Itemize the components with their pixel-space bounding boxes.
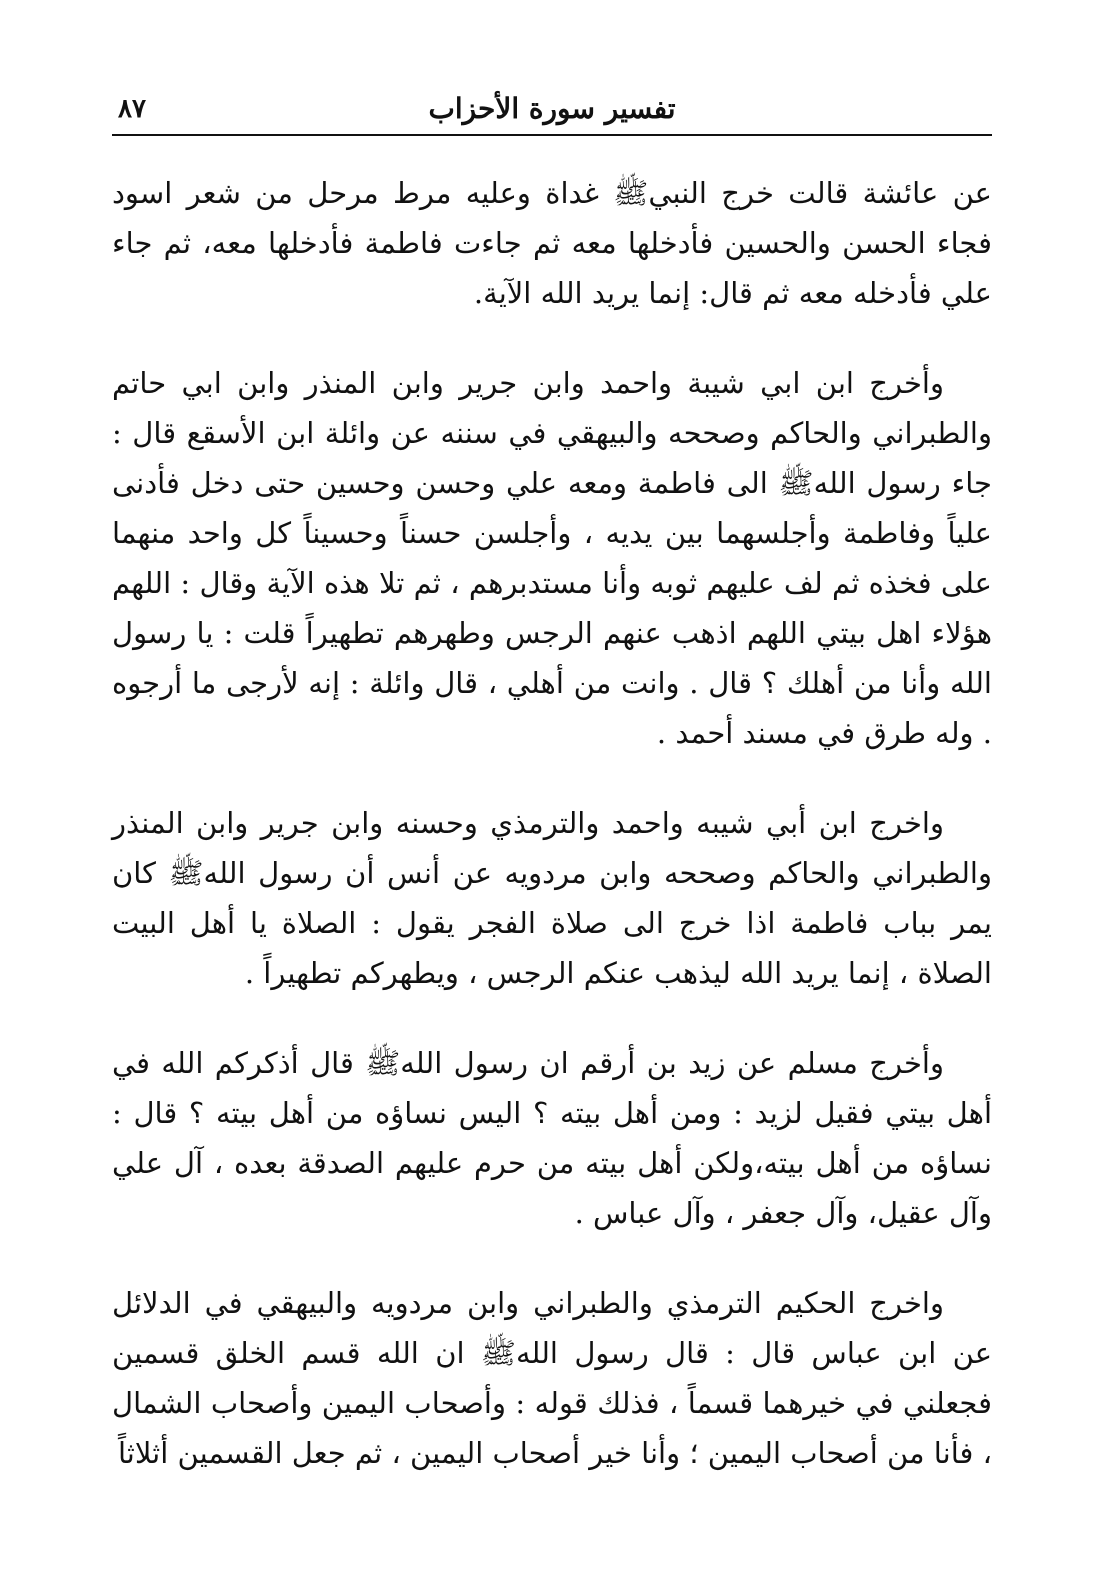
paragraph-2: وأخرج ابن ابي شيبة واحمد وابن جرير وابن المنذر وابن ابي حاتم والطبراني والحاكم وصححه والبيهقي في سننه عن وائلة ابن الأسقع قال : جاء رسول اللهﷺ الى فاطمة ومعه علي وحسن وحسين حتى دخل فأدنى علياً وفاطمة وأجلسهما بين يديه ، وأجلسن حسناً وحسيناً كل واحد منهما على فخذه ثم لف عليهم ثوبه وأنا مستدبرهم ، ثم تلا هذه الآية وقال : اللهم هؤلاء اهل بيتي اللهم اذهب عنهم الرجس وطهرهم تطهيراً قلت : يا رسول الله وأنا من أهلك ؟ قال . وانت من أهلي ، قال وائلة : إنه لأرجى ما أرجوه . وله طرق في مسند أحمد . xyxy=(112,366,992,750)
page-header xyxy=(112,86,992,136)
header-divider xyxy=(112,134,992,136)
page-number: ٨٧ xyxy=(118,94,146,124)
body-text xyxy=(112,168,992,1518)
header-title: تفسير سورة الأحزاب xyxy=(428,92,676,125)
paragraph-5: واخرج الحكيم الترمذي والطبراني وابن مردويه والبيهقي في الدلائل عن ابن عباس قال : قال رسول اللهﷺ ان الله قسم الخلق قسمين فجعلني في خيرهما قسماً ، فذلك قوله : وأصحاب اليمين وأصحاب الشمال ، فأنا من أصحاب اليمين ؛ وأنا خير أصحاب اليمين ، ثم جعل القسمين أثلاثاً xyxy=(112,1286,992,1470)
paragraph-3: واخرج ابن أبي شيبه واحمد والترمذي وحسنه وابن جرير وابن المنذر والطبراني والحاكم وصححه وابن مردويه عن أنس أن رسول اللهﷺ كان يمر بباب فاطمة اذا خرج الى صلاة الفجر يقول : الصلاة يا أهل البيت الصلاة ، إنما يريد الله ليذهب عنكم الرجس ، ويطهركم تطهيراً . xyxy=(112,806,992,990)
paragraph-1: عن عائشة قالت خرج النبيﷺ غداة وعليه مرط مرحل من شعر اسود فجاء الحسن والحسين فأدخلها معه ثم جاءت فاطمة فأدخلها معه، ثم جاء علي فأدخله معه ثم قال: إنما يريد الله الآية. xyxy=(112,176,992,310)
paragraph-4: وأخرج مسلم عن زيد بن أرقم ان رسول اللهﷺ قال أذكركم الله في أهل بيتي فقيل لزيد : ومن أهل بيته ؟ اليس نساؤه من أهل بيته ؟ قال : نساؤه من أهل بيته،ولكن أهل بيته من حرم عليهم الصدقة بعده ، آل علي وآل عقيل، وآل جعفر ، وآل عباس . xyxy=(112,1046,992,1230)
